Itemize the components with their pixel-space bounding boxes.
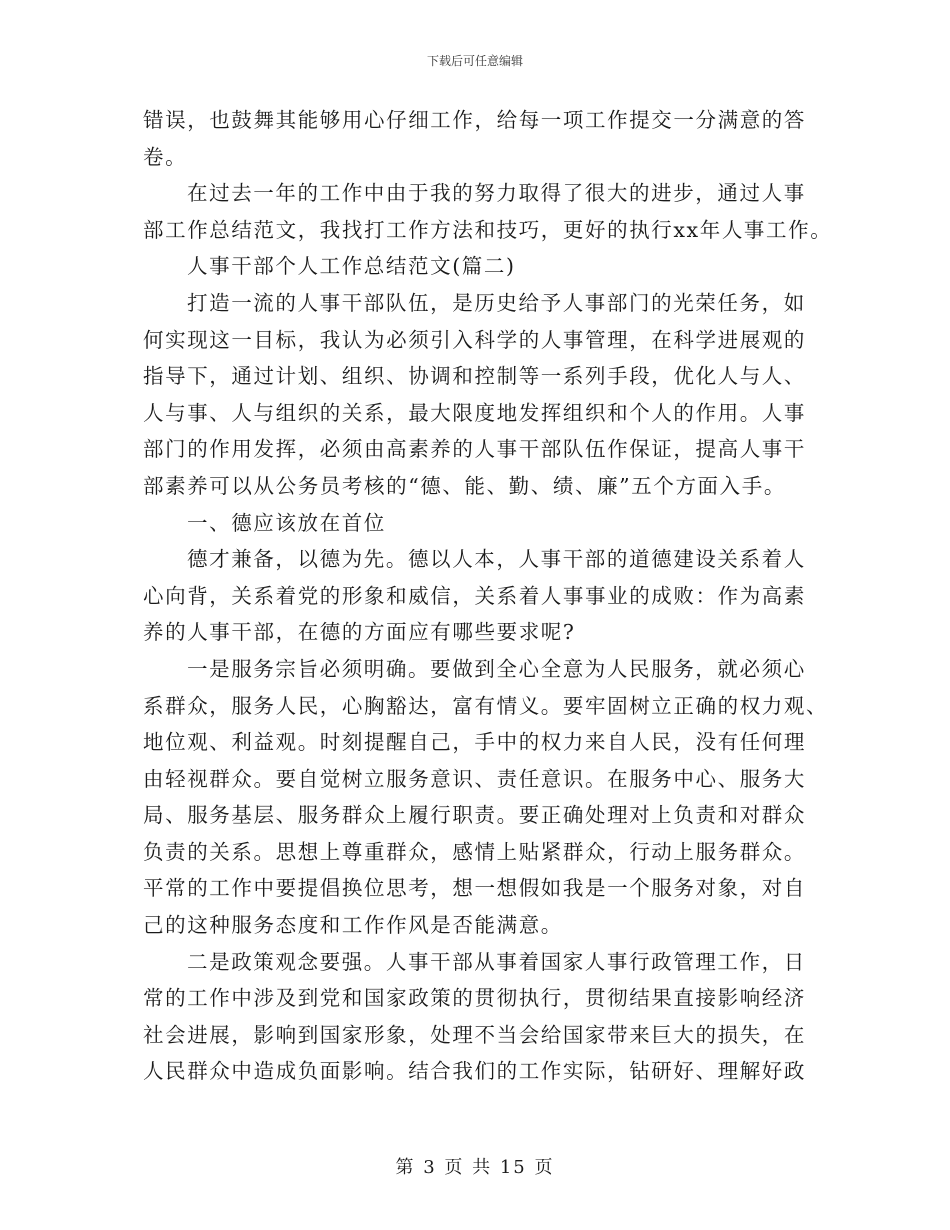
text-line: 人与事、人与组织的关系，最大限度地发挥组织和个人的作用。人事 [143, 400, 806, 425]
text-line: 打造一流的人事干部队伍，是历史给予人事部门的光荣任务，如 [187, 290, 806, 315]
text-line: 地位观、利益观。时刻提醒自己，手中的权力来自人民，没有任何理 [143, 730, 806, 755]
text-line: 部工作总结范文，我找打工作方法和技巧，更好的执行xx年人事工作。 [143, 217, 833, 242]
text-line: 常的工作中涉及到党和国家政策的贯彻执行，贯彻结果直接影响经济 [143, 986, 806, 1011]
text-line: 二是政策观念要强。人事干部从事着国家人事行政管理工作，日 [187, 949, 806, 974]
page-header: 下载后可任意编辑 [426, 54, 523, 68]
text-line: 己的这种服务态度和工作作风是否能满意。 [143, 913, 563, 938]
text-line: 部素养可以从公务员考核的“德、能、勤、绩、廉”五个方面入手。 [143, 473, 786, 498]
text-line: 社会进展，影响到国家形象，处理不当会给国家带来巨大的损失，在 [143, 1022, 806, 1047]
text-line: 局、服务基层、服务群众上履行职责。要正确处理对上负责和对群众 [143, 803, 806, 828]
text-line: 指导下，通过计划、组织、协调和控制等一系列手段，优化人与人、 [143, 364, 806, 389]
text-line: 错误，也鼓舞其能够用心仔细工作，给每一项工作提交一分满意的答 [143, 108, 806, 132]
text-line: 一是服务宗旨必须明确。要做到全心全意为人民服务，就必须心 [187, 656, 806, 681]
text-line: 人事干部个人工作总结范文(篇二) [187, 254, 516, 279]
text-line: 德才兼备，以德为先。德以人本，人事干部的道德建设关系着人 [187, 547, 806, 572]
text-line: 平常的工作中要提倡换位思考，想一想假如我是一个服务对象，对自 [143, 876, 806, 901]
text-line: 在过去一年的工作中由于我的努力取得了很大的进步，通过人事 [187, 181, 806, 206]
text-line: 由轻视群众。要自觉树立服务意识、责任意识。在服务中心、服务大 [143, 766, 806, 791]
text-line: 心向背，关系着党的形象和威信，关系着人事事业的成败：作为高素 [143, 583, 806, 608]
text-line: 卷。 [143, 144, 188, 169]
text-line: 负责的关系。思想上尊重群众，感情上贴紧群众，行动上服务群众。 [143, 839, 806, 864]
page-footer: 第 3 页 共 15 页 [395, 1157, 555, 1178]
text-line: 养的人事干部，在德的方面应有哪些要求呢? [143, 620, 576, 645]
text-line: 何实现这一目标，我认为必须引入科学的人事管理，在科学进展观的 [143, 327, 806, 352]
document-body [143, 102, 833, 1090]
text-line: 系群众，服务人民，心胸豁达，富有情义。要牢固树立正确的权力观、 [143, 693, 829, 718]
text-line: 人民群众中造成负面影响。结合我们的工作实际，钻研好、理解好政 [143, 1059, 806, 1084]
text-line: 一、德应该放在首位 [187, 510, 386, 535]
text-line: 部门的作用发挥，必须由高素养的人事干部队伍作保证，提高人事干 [143, 437, 806, 462]
